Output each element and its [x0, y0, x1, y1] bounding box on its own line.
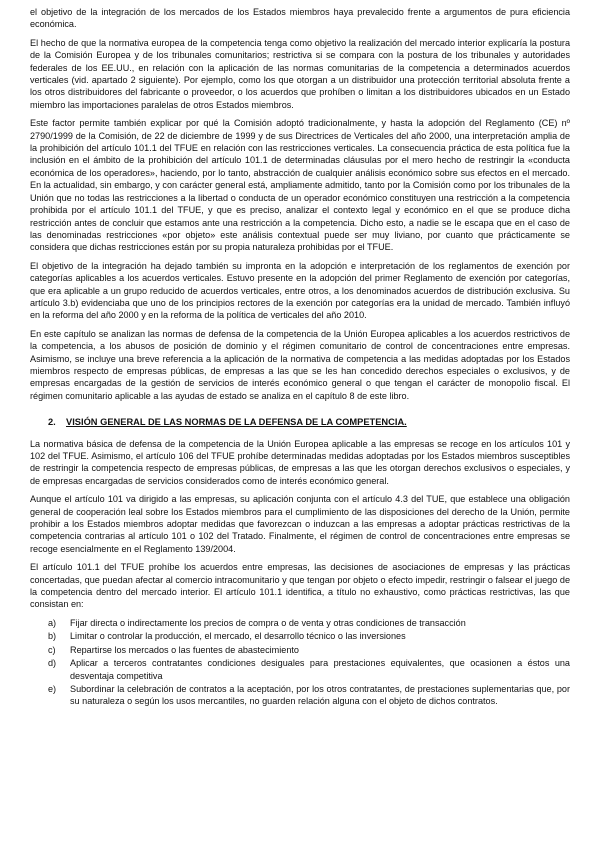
paragraph-article-101: El artículo 101.1 del TFUE prohíbe los acuerdos entre empresas, las decisiones de asociaciones de empresas y las prácticas concertadas, que puedan afectar al comercio intracomunitario y que tengan por objeto o efecto impedir, restringir o falsear el juego de la competencia dentro del mercado interior. El artículo 101.1 identifica, a título no exhaustivo, como prácticas restrictivas, las que consistan en: — [30, 562, 570, 610]
restrictive-practices-list — [30, 617, 570, 708]
list-item-text: Limitar o controlar la producción, el mercado, el desarrollo técnico o las inversiones — [70, 631, 406, 642]
list-item-text: Aplicar a terceros contratantes condiciones desiguales para prestaciones equivalentes, que ocasionen a éstos una desventaja competitiva — [70, 658, 570, 681]
list-item-text: Repartirse los mercados o las fuentes de abastecimiento — [70, 644, 299, 655]
paragraph-loyal-cooperation: Aunque el artículo 101 va dirigido a las empresas, su aplicación conjunta con el artículo 4.3 del TUE, que establece una obligación general de cooperación leal sobre los Estados miembros para el cumplimiento de las disposiciones del derecho de la Unión, permite prohibir a los Estados miembros adoptar medidas que favorezcan o induzcan a las empresas a adoptar prácticas restrictivas de la competencia contrarias al artículo 101 o 102 del Tratado. Finalmente, el régimen de control de concentraciones entre empresas se recoge esencialmente en el Reglamento 139/2004. — [30, 494, 570, 554]
paragraph-commission-interpretation: Este factor permite también explicar por qué la Comisión adoptó tradicionalmente, y hasta la adopción del Reglamento (CE) nº 2790/1999 de la Comisión, de 22 de diciembre de 1999 y de sus Directrices de Verticales del año 2000, una interpretación amplia de la prohibición del artículo 101.1 del TFUE en relación con las restricciones verticales. La consecuencia práctica de esta política fue la inclusión en el ámbito de la prohibición del artículo 101.1 de determinadas cláusulas por el mero hecho de restringir la «conducta económica de los operadores», haciendo, por lo tanto, abstracción de cualquier análisis económico sobre sus efectos en el mercado. En la actualidad, sin embargo, y con carácter general está, ampliamente admitido, tanto por la Comisión como por los tribunales de la Unión que no todas las restricciones a la libertad o conducta de un operador económico constituyen una restricción a la competencia prohibida por el artículo 101.1 del TFUE, y que es preciso, analizar el contexto legal y económico en el que se produce dicha restricción antes de concluir que estamos ante una restricción a la competencia. Dicho esto, a nadie se le escapa que en el caso de las denominadas restricciones «por objeto» este análisis contextual puede ser muy liviano, por cuanto que prácticamente se considera que dichas restricciones están por su propia naturaleza prohibidas por el TFUE. — [30, 118, 570, 253]
list-marker: b) — [48, 631, 57, 642]
paragraph-internal-market: El hecho de que la normativa europea de la competencia tenga como objetivo la realización del mercado interior explicaría la postura de la Comisión Europea y de los tribunales comunitarios; restrictiva si se compara con la postura de los tribunales y autoridades federales de los EE.UU., en relación con la aplicación de las normas comunitarias de la competencia a determinados acuerdos verticales (vid. apartado 2 siguiente). Por ejemplo, como los que otorgan a un distribuidor una protección territorial absoluta frente a los otros distribuidores del fabricante o proveedor, o los acuerdos que prohíben o limitan a los distribuidores ubicados en un Estado miembro las importaciones paralelas de otros Estados miembros. — [30, 37, 570, 110]
paragraph-integration-objective: El objetivo de la integración ha dejado también su impronta en la adopción e interpretación de los reglamentos de exención por categorías aplicables a los acuerdos verticales. Estuvo presente en la adopción del primer Reglamento de exención por categorías, que era aplicable a un grupo reducido de acuerdos verticales, entre otros, a los denominados acuerdos de distribución exclusiva. Su artículo 3.b) evidenciaba que uno de los principios rectores de la exención por categorías era la unidad de mercado. También influyó en la reforma del año 2000 y en la reforma de la política de verticales del año 2010. — [30, 260, 570, 321]
list-marker: a) — [48, 617, 57, 628]
list-item — [48, 683, 570, 708]
list-item — [48, 630, 570, 642]
list-marker: d) — [48, 658, 57, 669]
section-heading — [48, 416, 570, 428]
list-item — [48, 657, 570, 682]
list-item — [48, 617, 570, 629]
list-item-text: Fijar directa o indirectamente los precios de compra o de venta y otras condiciones de transacción — [70, 617, 466, 628]
section-title: VISIÓN GENERAL DE LAS NORMAS DE LA DEFENSA DE LA COMPETENCIA. — [66, 417, 407, 428]
list-item-text: Subordinar la celebración de contratos a la aceptación, por los otros contratantes, de prestaciones suplementarias que, por su naturaleza o según los usos mercantiles, no guarden relación alguna con el objeto de dichos contratos. — [70, 683, 570, 707]
list-marker: e) — [48, 683, 57, 694]
paragraph-chapter-scope: En este capítulo se analizan las normas de defensa de la competencia de la Unión Europea aplicables a los acuerdos restrictivos de la competencia, a los abusos de posición de dominio y el régimen comunitario de control de concentraciones entre empresas. Asimismo, se incluye una breve referencia a la aplicación de la normativa de competencia a las medidas adoptadas por los Estados miembros respecto de empresas públicas, de empresas a las que se les han concedido derechos especiales o exclusivos, y de empresas encargadas de la gestión de servicios de interés económico general o que tengan el carácter de monopolio fiscal. El régimen comunitario aplicable a las ayudas de estado se analiza en el capítulo 8 de este libro. — [30, 328, 570, 401]
list-item — [48, 644, 570, 656]
section-number: 2. — [48, 417, 56, 428]
paragraph-intro-continuation: el objetivo de la integración de los mercados de los Estados miembros haya prevalecido frente a argumentos de pura eficiencia económica. — [30, 7, 570, 30]
list-marker: c) — [48, 644, 56, 655]
paragraph-basic-rules: La normativa básica de defensa de la competencia de la Unión Europea aplicable a las empresas se recoge en los artículos 101 y 102 del TFUE. Asimismo, el artículo 106 del TFUE prohíbe determinadas medidas adoptadas por los Estados miembros susceptibles de restringir la competencia respecto de empresas públicas, de empresas a las que les otorgan derechos exclusivos o especiales, y de empresas encargadas de servicios considerados como de interés económico general. — [30, 438, 570, 486]
